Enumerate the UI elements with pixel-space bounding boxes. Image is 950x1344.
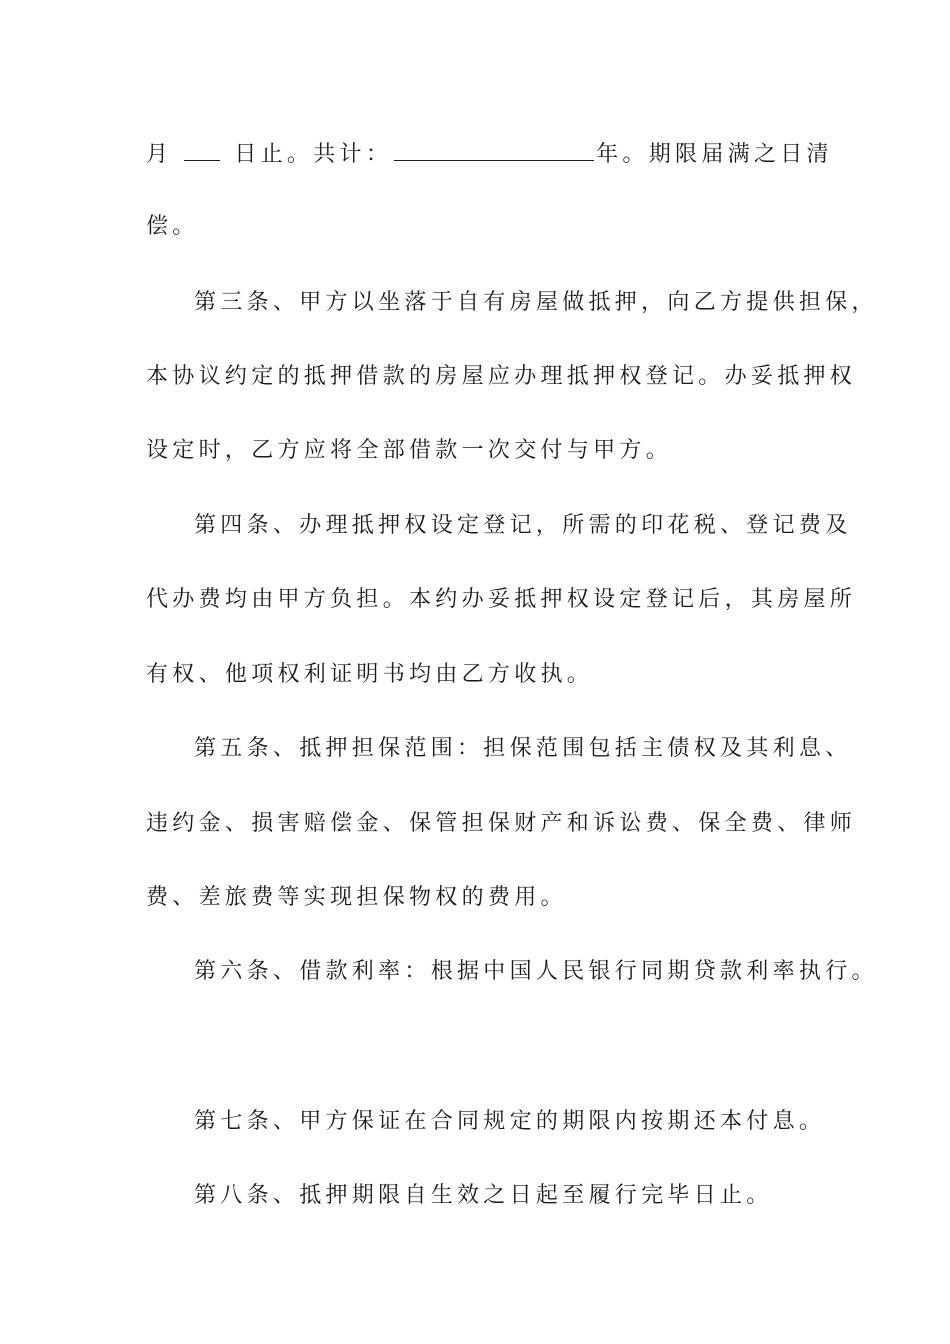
day-total-label: 日止。共计：: [234, 142, 393, 167]
article-6-line: 第六条、借款利率：根据中国人民银行同期贷款利率执行。: [194, 959, 878, 984]
years-blank: [394, 138, 594, 161]
article-4-line-3: 有权、他项权利证明书均由乙方收执。: [146, 662, 594, 687]
article-5-line-2: 违约金、损害赔偿金、保管担保财产和诉讼费、保全费、律师: [146, 811, 857, 836]
article-4-line-1: 第四条、办理抵押权设定登记，所需的印花税、登记费及: [194, 513, 852, 538]
month-label: 月: [146, 142, 173, 167]
day-blank: [184, 138, 220, 161]
article-7-line: 第七条、甲方保证在合同规定的期限内按期还本付息。: [194, 1109, 826, 1134]
text-line-1: [146, 138, 833, 170]
term-end-label: 年。期限届满之日清: [596, 142, 833, 167]
text-line-2: 偿。: [146, 214, 199, 239]
article-3-line-2: 本协议约定的抵押借款的房屋应办理抵押权登记。办妥抵押权: [146, 364, 857, 389]
article-5-line-1: 第五条、抵押担保范围：担保范围包括主债权及其利息、: [194, 736, 852, 761]
article-8-line: 第八条、抵押期限自生效之日起至履行完毕日止。: [194, 1183, 773, 1208]
article-5-line-3: 费、差旅费等实现担保物权的费用。: [146, 885, 567, 910]
article-3-line-3: 设定时，乙方应将全部借款一次交付与甲方。: [146, 438, 673, 463]
article-3-line-1: 第三条、甲方以坐落于自有房屋做抵押，向乙方提供担保，: [194, 290, 878, 315]
article-4-line-2: 代办费均由甲方负担。本约办妥抵押权设定登记后，其房屋所: [146, 587, 857, 612]
